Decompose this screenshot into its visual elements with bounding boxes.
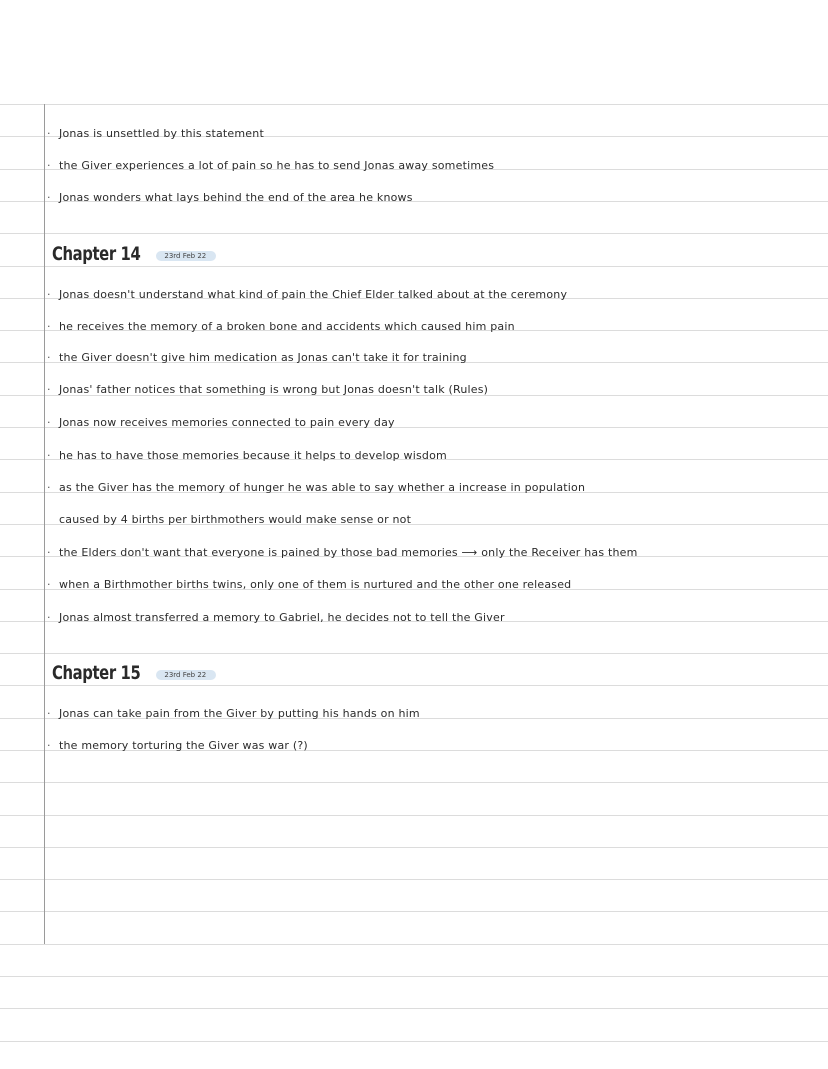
note-line: · Jonas now receives memories connected to pain every day xyxy=(47,416,395,429)
ruled-line xyxy=(0,944,828,945)
ruled-line xyxy=(0,847,828,848)
chapter-title: Chapter 15 xyxy=(52,662,141,684)
chapter-title: Chapter 14 xyxy=(52,243,141,265)
note-line: · he receives the memory of a broken bone and accidents which caused him pain xyxy=(47,320,515,333)
chapter-15-heading xyxy=(52,662,216,690)
bullet: · xyxy=(47,288,51,301)
ruled-line xyxy=(0,911,828,912)
note-line: · the Giver doesn't give him medication as Jonas can't take it for training xyxy=(47,351,467,364)
bullet: · xyxy=(47,578,51,591)
margin-line xyxy=(44,104,45,944)
note-line: · when a Birthmother births twins, only one of them is nurtured and the other one released xyxy=(47,578,572,591)
note-line: · the memory torturing the Giver was war (?) xyxy=(47,739,308,752)
chapter-14-heading xyxy=(52,243,216,271)
ruled-line xyxy=(0,976,828,977)
bullet: · xyxy=(47,611,51,624)
bullet: · xyxy=(47,127,51,140)
chapter-date: 23rd Feb 22 xyxy=(156,670,216,680)
note-line: · Jonas wonders what lays behind the end of the area he knows xyxy=(47,191,413,204)
bullet: · xyxy=(47,159,51,172)
note-line: · Jonas' father notices that something is wrong but Jonas doesn't talk (Rules) xyxy=(47,383,489,396)
bullet: · xyxy=(47,546,51,559)
ruled-line xyxy=(0,104,828,105)
ruled-line xyxy=(0,1008,828,1009)
bullet: · xyxy=(47,481,51,494)
ruled-line xyxy=(0,879,828,880)
note-line: · as the Giver has the memory of hunger he was able to say whether a increase in population xyxy=(47,481,586,494)
bullet: · xyxy=(47,707,51,720)
bullet: · xyxy=(47,416,51,429)
note-line: · the Elders don't want that everyone is pained by those bad memories ⟶ only the Receiver has them xyxy=(47,546,638,559)
note-line: · Jonas almost transferred a memory to Gabriel, he decides not to tell the Giver xyxy=(47,611,505,624)
note-line: · Jonas doesn't understand what kind of pain the Chief Elder talked about at the ceremony xyxy=(47,288,568,301)
ruled-line xyxy=(0,782,828,783)
note-line-continuation: caused by 4 births per birthmothers would make sense or not xyxy=(59,513,412,526)
bullet: · xyxy=(47,739,51,752)
note-line: · the Giver experiences a lot of pain so he has to send Jonas away sometimes xyxy=(47,159,495,172)
bullet: · xyxy=(47,449,51,462)
chapter-date: 23rd Feb 22 xyxy=(156,251,216,261)
ruled-line xyxy=(0,815,828,816)
ruled-line xyxy=(0,653,828,654)
note-line: · Jonas can take pain from the Giver by putting his hands on him xyxy=(47,707,420,720)
bullet: · xyxy=(47,191,51,204)
ruled-line xyxy=(0,1041,828,1042)
bullet: · xyxy=(47,320,51,333)
note-line: · Jonas is unsettled by this statement xyxy=(47,127,264,140)
note-line: · he has to have those memories because it helps to develop wisdom xyxy=(47,449,447,462)
bullet: · xyxy=(47,383,51,396)
ruled-line xyxy=(0,233,828,234)
bullet: · xyxy=(47,351,51,364)
